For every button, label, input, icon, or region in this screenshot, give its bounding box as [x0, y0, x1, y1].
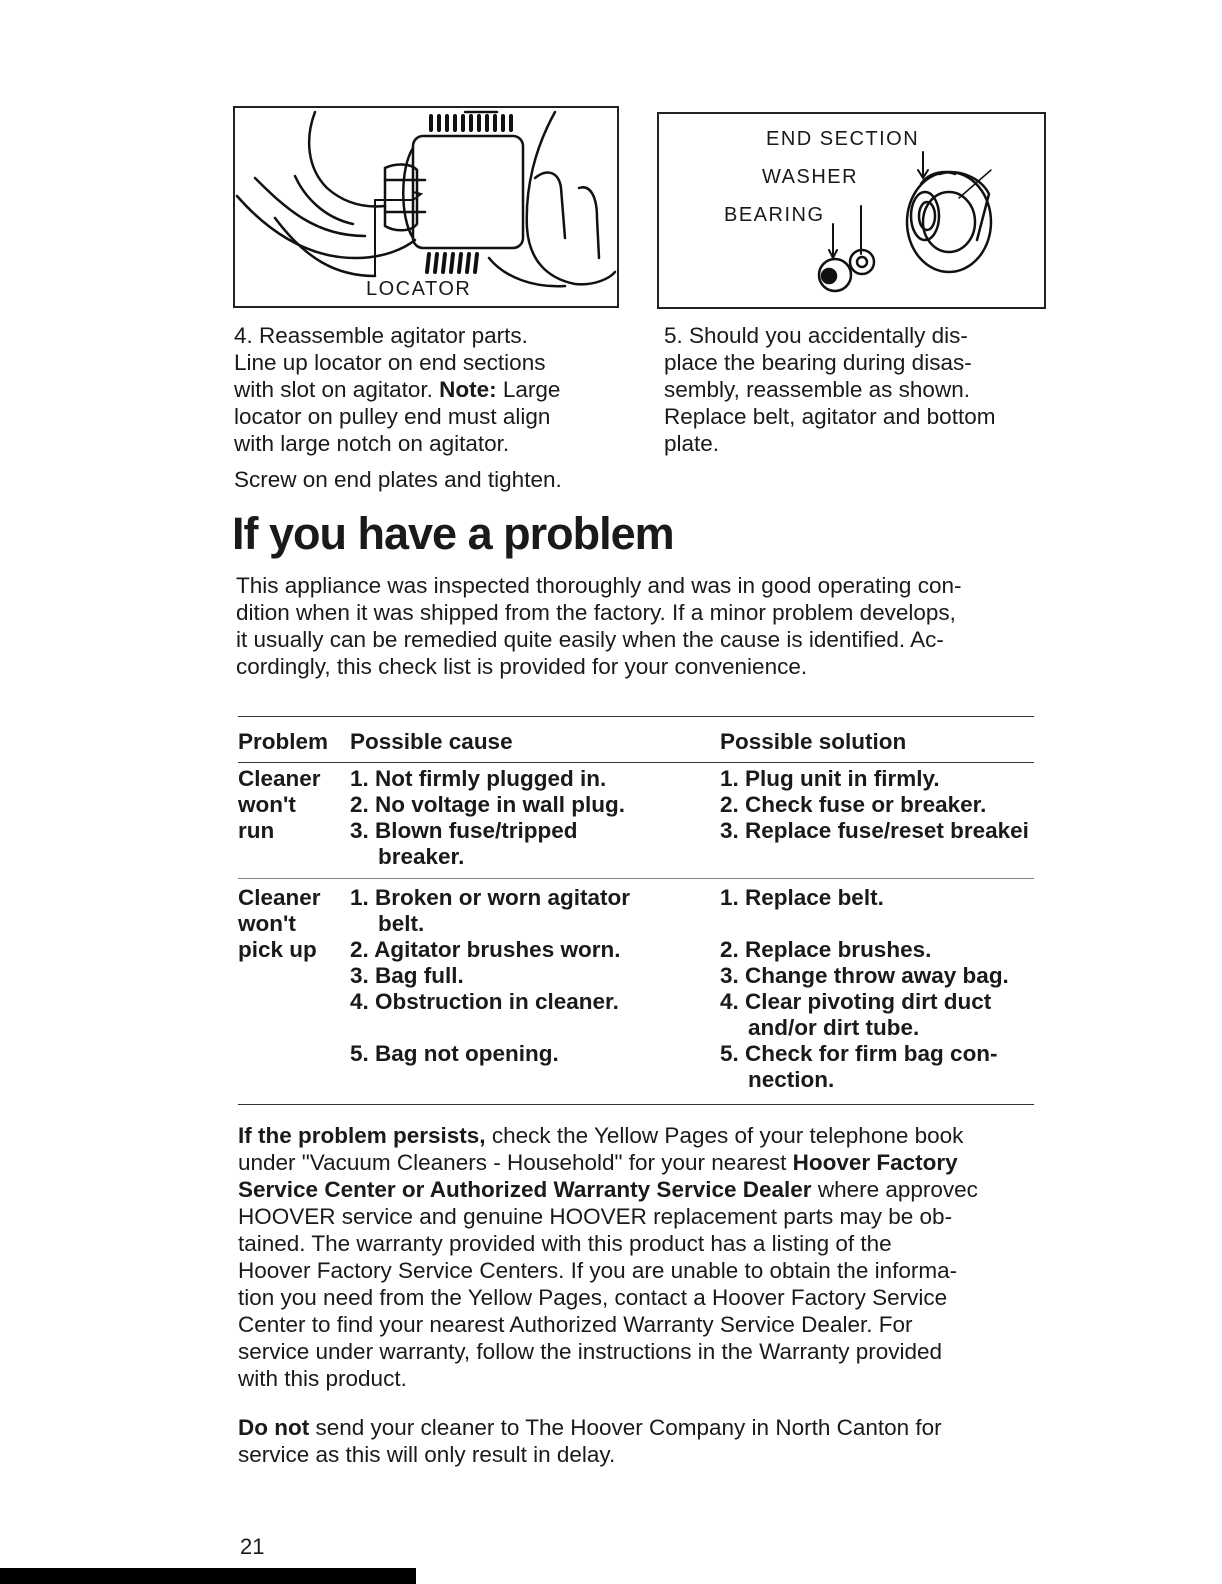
row-1-problem: Cleaner won't run — [238, 766, 321, 843]
persists-line: Service Center or Authorized Warranty Service Dealer where approvec — [238, 1177, 978, 1202]
persists-line: tion you need from the Yellow Pages, contact a Hoover Factory Service — [238, 1285, 948, 1310]
step-4-screw: Screw on end plates and tighten. — [234, 467, 562, 492]
step-5-line: 5. Should you accidentally dis- — [664, 323, 968, 348]
row-divider — [238, 878, 1034, 879]
header-cause: Possible cause — [350, 729, 513, 754]
persists-line: Hoover Factory Service Centers. If you are unable to obtain the informa- — [238, 1258, 958, 1283]
persists-line: with this product. — [238, 1366, 407, 1391]
persists-line: If the problem persists, check the Yellow Pages of your telephone book — [238, 1123, 964, 1148]
row-2-solutions: 1. Replace belt. 2. Replace brushes. 3. Change throw away bag. 4. Clear pivoting dirt duct and/or dirt tube. 5. Check for firm bag con- nection. — [720, 885, 1009, 1092]
end-section-bearing-figure — [657, 112, 1046, 309]
step-5-line: sembly, reassemble as shown. — [664, 377, 970, 402]
do-not-line: Do not send your cleaner to The Hoover Company in North Canton for — [238, 1415, 942, 1440]
step-5-text — [664, 322, 1064, 457]
row-2-problem: Cleaner won't pick up — [238, 885, 321, 962]
locator-label: LOCATOR — [366, 278, 472, 300]
washer-label: WASHER — [762, 166, 859, 188]
step-4-text — [234, 322, 634, 493]
intro-line: dition when it was shipped from the factory. If a minor problem develops, — [236, 600, 956, 625]
intro-line: it usually can be remedied quite easily when the cause is identified. Ac- — [236, 627, 944, 652]
hands-agitator-illustration — [235, 108, 617, 306]
step-4-line: 4. Reassemble agitator parts. — [234, 323, 528, 348]
end-section-label: END SECTION — [766, 128, 920, 150]
step-4-line: Line up locator on end sections — [234, 350, 546, 375]
step-4-line: with large notch on agitator. — [234, 431, 510, 456]
agitator-locator-figure — [233, 106, 619, 308]
persists-line: HOOVER service and genuine HOOVER replacement parts may be ob- — [238, 1204, 953, 1229]
persists-line: service under warranty, follow the instructions in the Warranty provided — [238, 1339, 943, 1364]
step-5-line: place the bearing during disas- — [664, 350, 972, 375]
do-not-line: service as this will only result in delay. — [238, 1442, 616, 1467]
intro-paragraph — [236, 572, 1076, 680]
row-1-causes: 1. Not firmly plugged in. 2. No voltage in wall plug. 3. Blown fuse/tripped breaker. — [350, 766, 626, 869]
step-4-line: with slot on agitator. Note: Large — [234, 377, 561, 402]
do-not-paragraph — [238, 1414, 1078, 1468]
step-4-line: locator on pulley end must align — [234, 404, 551, 429]
page-number: 21 — [240, 1534, 265, 1559]
page-title: If you have a problem — [232, 508, 674, 559]
intro-line: cordingly, this check list is provided for your convenience. — [236, 654, 808, 679]
header-solution: Possible solution — [720, 729, 907, 754]
table-header-rule — [238, 762, 1034, 763]
persists-line: Center to find your nearest Authorized Warranty Service Dealer. For — [238, 1312, 913, 1337]
header-problem: Problem — [238, 729, 329, 754]
note-label: Note: — [439, 377, 497, 402]
persists-paragraph — [238, 1122, 1078, 1392]
persists-line: tained. The warranty provided with this product has a listing of the — [238, 1231, 892, 1256]
bottom-bar — [0, 1568, 416, 1584]
persists-line: under "Vacuum Cleaners - Household" for your nearest Hoover Factory — [238, 1150, 958, 1175]
step-5-line: Replace belt, agitator and bottom — [664, 404, 996, 429]
step-5-line: plate. — [664, 431, 720, 456]
bearing-label: BEARING — [724, 204, 825, 226]
table-top-rule — [238, 716, 1034, 717]
row-2-causes: 1. Broken or worn agitator belt. 2. Agitator brushes worn. 3. Bag full. 4. Obstruction in cleaner. 5. Bag not opening. — [350, 885, 631, 1066]
row-1-solutions: 1. Plug unit in firmly. 2. Check fuse or breaker. 3. Replace fuse/reset breakei — [720, 766, 1029, 843]
intro-line: This appliance was inspected thoroughly and was in good operating con- — [236, 573, 962, 598]
table-bottom-rule — [238, 1104, 1034, 1105]
